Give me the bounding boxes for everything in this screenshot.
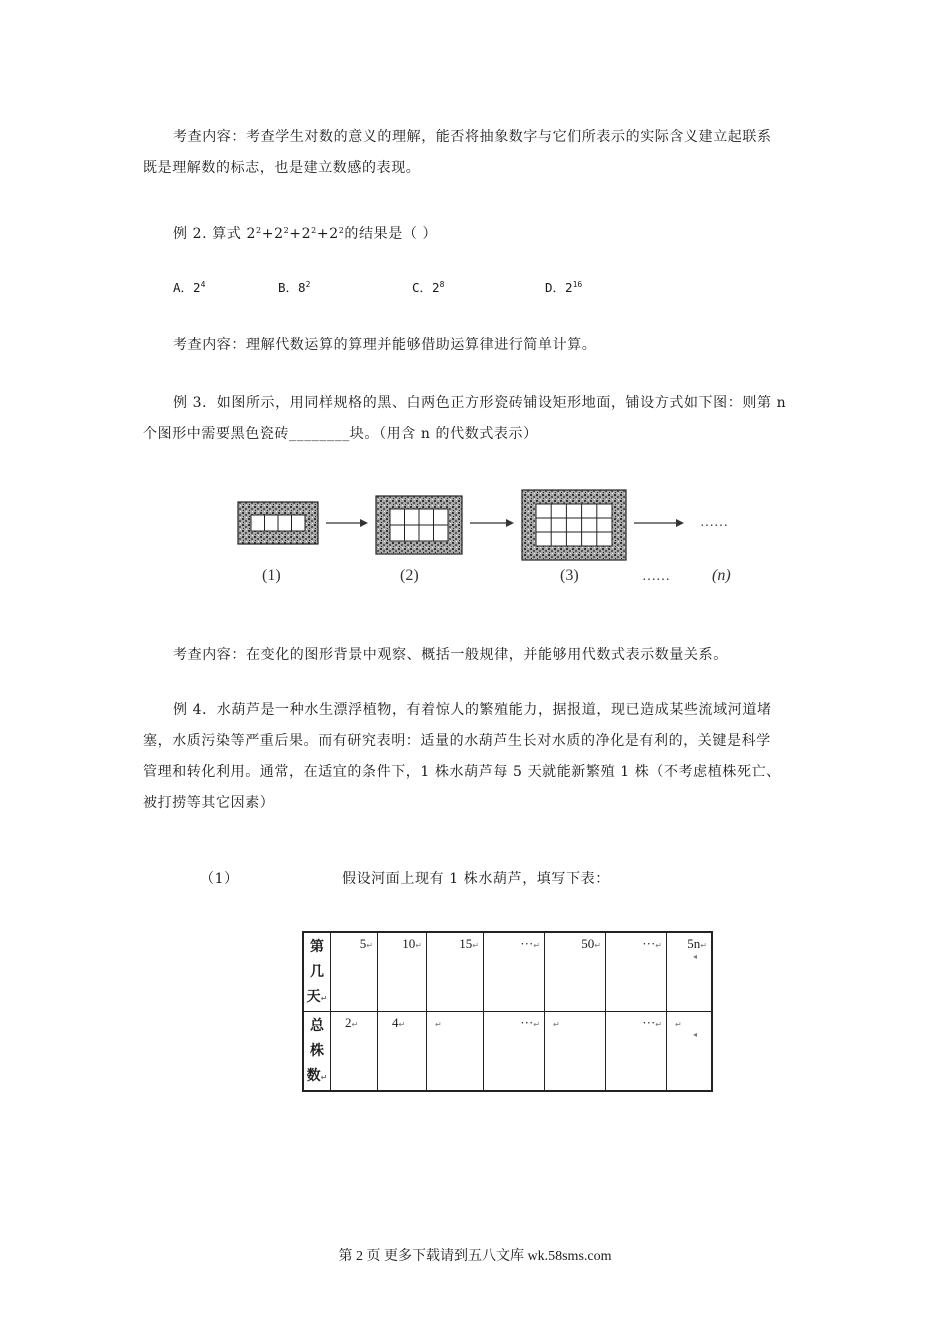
row-end-mark: ◂ — [693, 952, 698, 961]
arrow-3 — [634, 519, 684, 527]
arrow-1 — [326, 519, 368, 527]
table-cell: 4↵ — [378, 1012, 427, 1092]
text-line: 被打捞等其它因素） — [143, 795, 275, 811]
question-1-number: （1） — [200, 871, 239, 887]
continuation-dots: …… — [700, 515, 728, 530]
table-cell: 15↵ — [427, 932, 484, 1012]
option-b: B．$8^2$ — [278, 280, 311, 295]
table-cell: 5↵ — [331, 932, 378, 1012]
text-line: 既是理解数的标志，也是建立数感的表现。 — [143, 160, 421, 176]
table-cell: ···↵ — [484, 1012, 545, 1092]
figure-label-1: (1) — [262, 567, 281, 584]
table-cell: ···↵ — [606, 1012, 667, 1092]
table-cell: 10↵ — [378, 932, 427, 1012]
option-d: D．$2^{16}$ — [545, 280, 583, 295]
table-cell: ···↵ — [484, 932, 545, 1012]
row-end-mark: ◂ — [693, 1030, 698, 1039]
text-line: 个图形中需要黑色瓷砖________块。（用含 n 的代数式表示） — [143, 426, 538, 442]
text-line: 考查内容：考查学生对数的意义的理解，能否将抽象数字与它们所表示的实际含义建立起联系 — [173, 129, 772, 145]
text-line: 例 4．水葫芦是一种水生漂浮植物，有着惊人的繁殖能力，据报道，现已造成某些流域河道堵 — [173, 702, 772, 718]
text-line: 例 3．如图所示，用同样规格的黑、白两色正方形瓷砖铺设矩形地面，铺设方式如下图：则第 n — [173, 395, 787, 411]
tile-figure-1 — [238, 502, 318, 544]
figure-label-2: (2) — [400, 567, 419, 584]
table-cell: ↵ — [545, 1012, 606, 1092]
table-cell: 5n↵ — [667, 932, 713, 1012]
table-row-total — [303, 1012, 712, 1092]
table-cell: 50↵ — [545, 932, 606, 1012]
exam-content-1 — [143, 122, 813, 184]
example-2 — [143, 215, 813, 250]
table-cell: ···↵ — [606, 932, 667, 1012]
text-line: 塞，水质污染等严重后果。而有研究表明：适量的水葫芦生长对水质的净化是有利的，关键是科学 — [143, 733, 771, 749]
table-cell: 2↵ — [331, 1012, 378, 1092]
tile-figure-3 — [522, 490, 626, 560]
tile-pattern-figure — [230, 488, 790, 598]
table-cell: ↵ — [667, 1012, 713, 1092]
example-2-question: 例 2. 算式 $2^2+2^2+2^2+2^2$的结果是（ ） — [173, 226, 438, 242]
option-c: C．$2^8$ — [412, 280, 445, 295]
page-footer: 第 2 页 更多下载请到五八文库 wk.58sms.com — [338, 1249, 612, 1264]
arrow-2 — [470, 519, 514, 527]
example-4 — [143, 695, 813, 819]
row-header-total: 总 株 数↵ — [303, 1012, 331, 1092]
growth-table — [302, 931, 713, 1092]
exam-content-3: 考查内容：在变化的图形背景中观察、概括一般规律，并能够用代数式表示数量关系。 — [173, 647, 728, 663]
figure-label-n: (n) — [712, 567, 731, 584]
example-3 — [143, 388, 813, 450]
tile-figure-2 — [376, 496, 462, 554]
row-header-day: 第 几 天↵ — [303, 932, 331, 1012]
option-a: A．$2^4$ — [173, 280, 206, 295]
figure-label-3: (3) — [560, 567, 579, 584]
table-cell: ↵ — [427, 1012, 484, 1092]
table-row-day — [303, 932, 712, 1012]
exam-content-2: 考查内容：理解代数运算的算理并能够借助运算律进行简单计算。 — [173, 337, 597, 353]
figure-label-dots: …… — [642, 569, 670, 584]
question-1-text: 假设河面上现有 1 株水葫芦，填写下表： — [342, 871, 610, 887]
text-line: 管理和转化利用。通常，在适宜的条件下，1 株水葫芦每 5 天就能新繁殖 1 株（不考虑植株死亡、 — [143, 764, 781, 780]
